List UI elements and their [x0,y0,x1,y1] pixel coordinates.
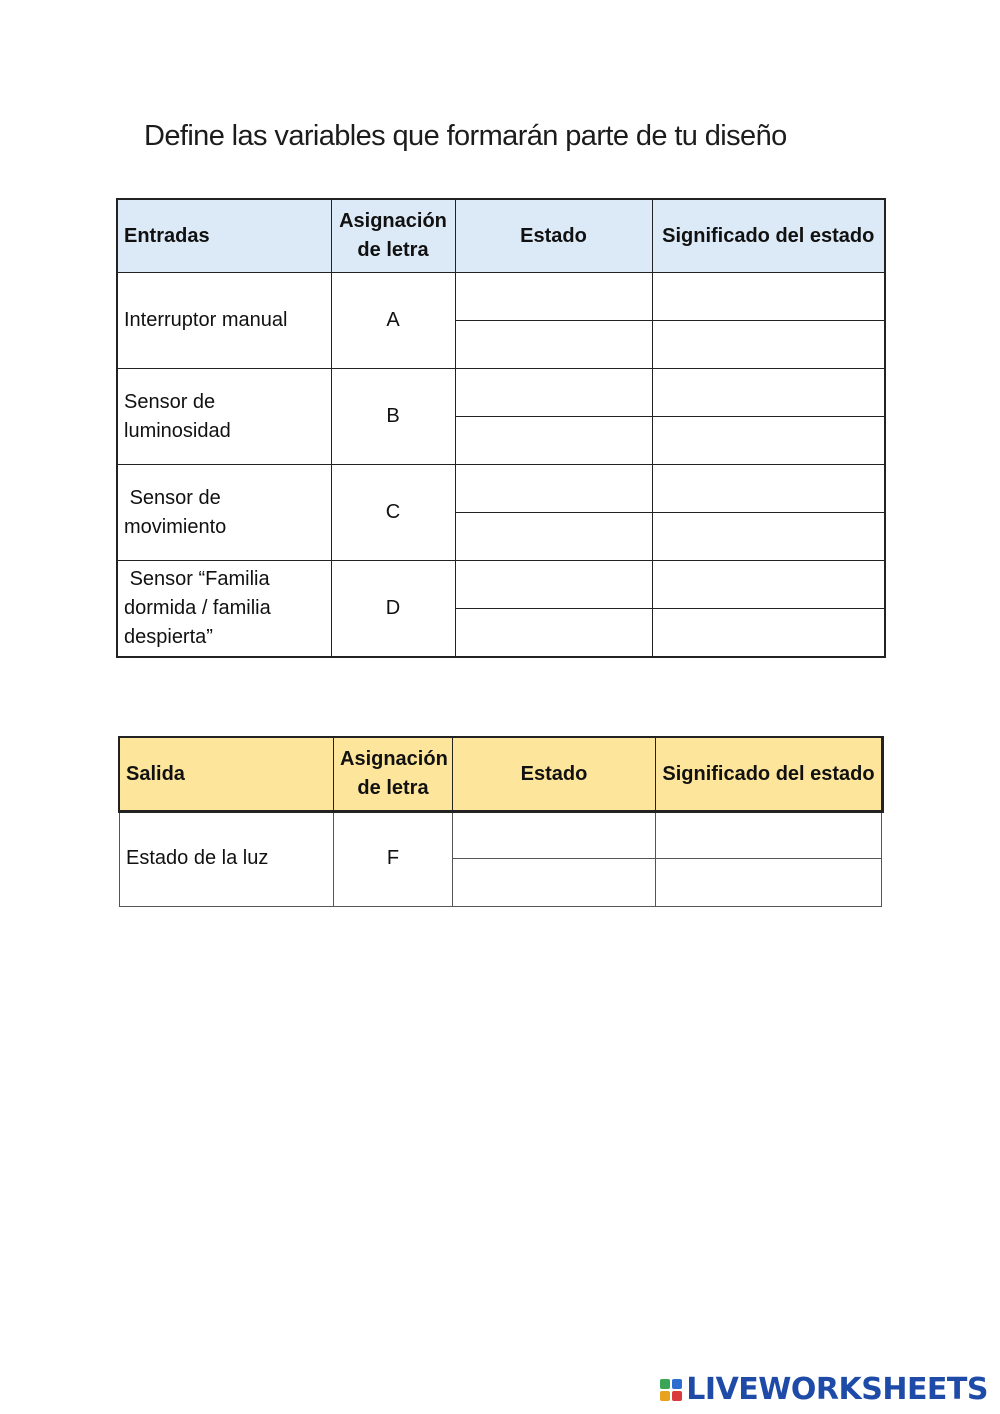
table-row [117,273,885,321]
estado-answer-cell[interactable] [455,609,652,658]
outputs-table [119,737,882,907]
table-row [117,465,885,513]
outputs-header-estado: Estado [453,738,656,811]
liveworksheets-logo [660,1372,988,1407]
logo-square-icon [660,1379,670,1389]
input-letter-cell: C [331,465,455,561]
logo-square-icon [672,1391,682,1401]
page-title: Define las variables que formarán parte de tu diseño [144,120,787,152]
outputs-header-row [120,738,882,811]
input-letter-cell: A [331,273,455,369]
inputs-header-letter: Asignación de letra [331,199,455,273]
inputs-table [116,198,886,658]
input-name-cell: Sensor de movimiento [117,465,331,561]
significado-answer-cell[interactable] [652,513,885,561]
estado-answer-cell[interactable] [453,811,656,859]
table-row [120,811,882,859]
estado-answer-cell[interactable] [455,513,652,561]
input-letter-cell: D [331,561,455,658]
input-name-cell: Sensor “Familia dormida / familia despierta” [117,561,331,658]
estado-answer-cell[interactable] [453,859,656,907]
logo-text: LIVEWORKSHEETS [686,1372,988,1407]
input-name-cell: Interruptor manual [117,273,331,369]
significado-answer-cell[interactable] [652,417,885,465]
estado-answer-cell[interactable] [455,321,652,369]
inputs-header-estado: Estado [455,199,652,273]
estado-answer-cell[interactable] [455,417,652,465]
table-row [117,561,885,609]
inputs-header-entradas: Entradas [117,199,331,273]
logo-square-icon [660,1391,670,1401]
logo-square-icon [672,1379,682,1389]
significado-answer-cell[interactable] [652,321,885,369]
significado-answer-cell[interactable] [652,561,885,609]
significado-answer-cell[interactable] [656,811,882,859]
significado-answer-cell[interactable] [652,465,885,513]
estado-answer-cell[interactable] [455,273,652,321]
significado-answer-cell[interactable] [652,273,885,321]
outputs-header-letter: Asignación de letra [334,738,453,811]
estado-answer-cell[interactable] [455,561,652,609]
output-letter-cell: F [334,811,453,907]
inputs-header-row [117,199,885,273]
estado-answer-cell[interactable] [455,465,652,513]
significado-answer-cell[interactable] [656,859,882,907]
logo-mark-icon [660,1379,682,1401]
output-name-cell: Estado de la luz [120,811,334,907]
estado-answer-cell[interactable] [455,369,652,417]
table-row [117,369,885,417]
outputs-header-significado: Significado del estado [656,738,882,811]
inputs-header-significado: Significado del estado [652,199,885,273]
input-letter-cell: B [331,369,455,465]
input-name-cell: Sensor de luminosidad [117,369,331,465]
significado-answer-cell[interactable] [652,369,885,417]
outputs-header-salida: Salida [120,738,334,811]
significado-answer-cell[interactable] [652,609,885,658]
